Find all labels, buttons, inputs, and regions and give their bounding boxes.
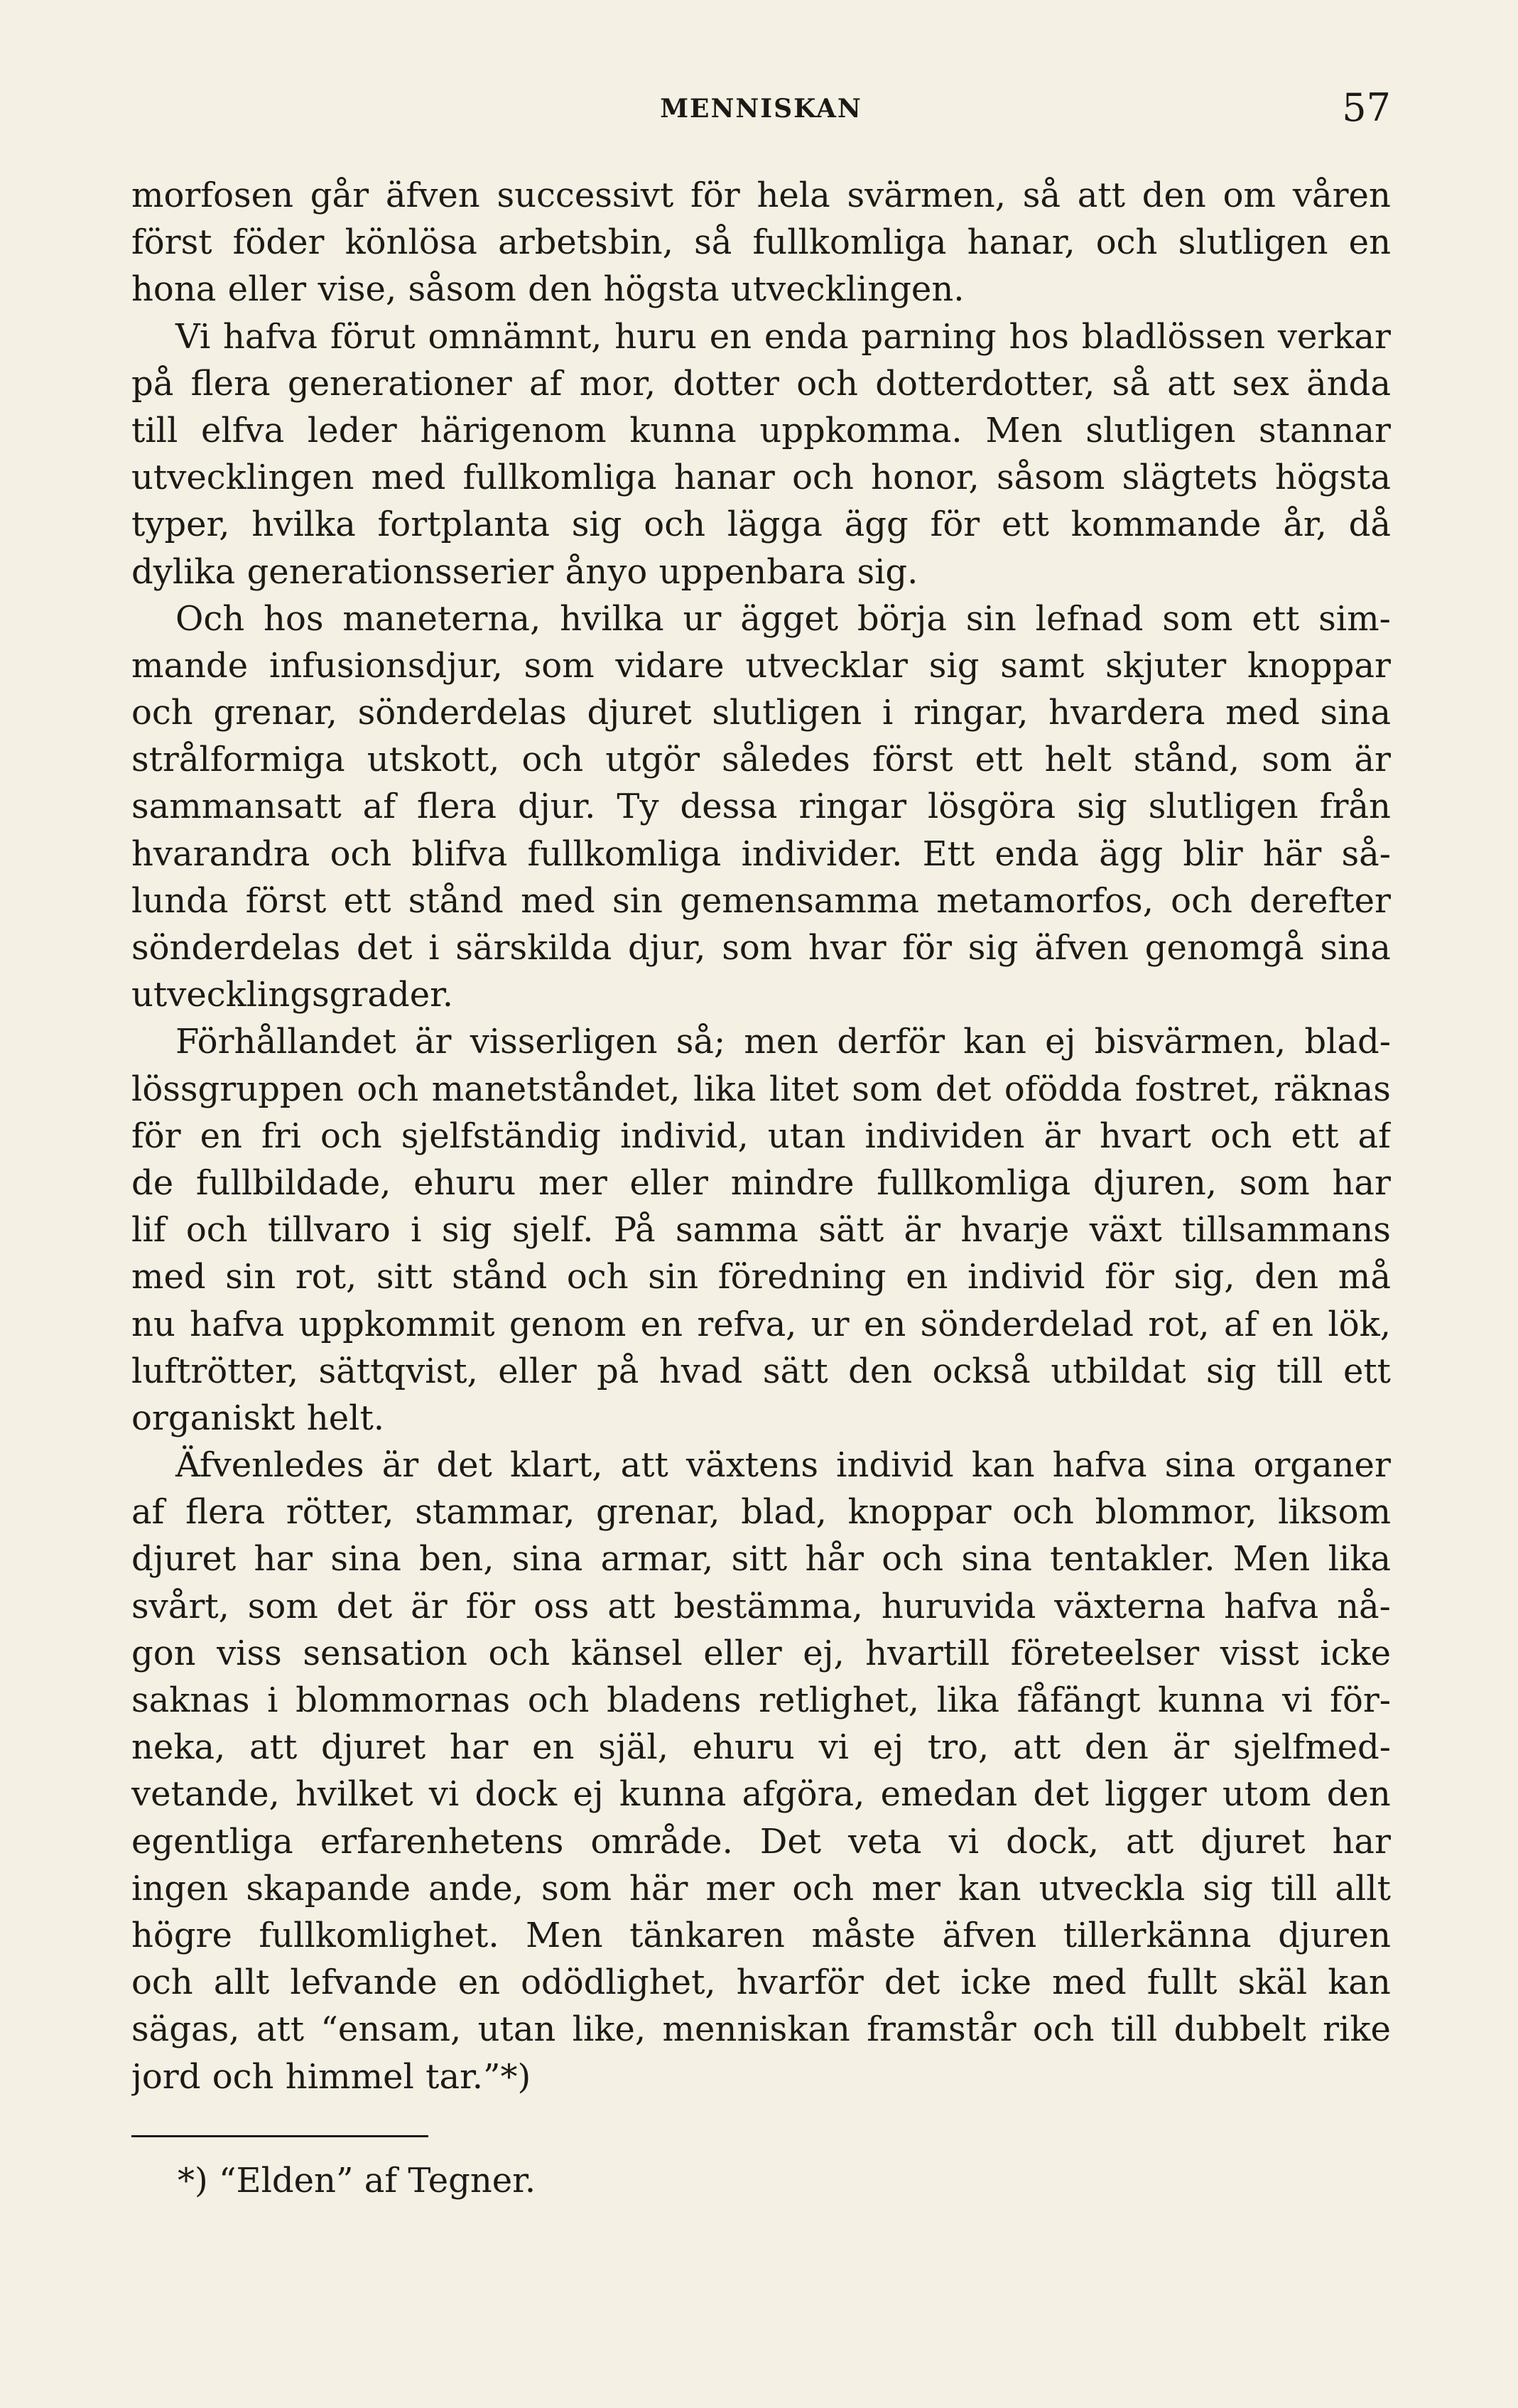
text-line: af flera rötter, stammar, grenar, blad, knoppar och blommor, liksom — [131, 1492, 1391, 1533]
text-line: hona eller vise, såsom den högsta utvecklingen. — [131, 269, 965, 310]
text-line: ingen skapande ande, som här mer och mer kan utveckla sig till allt — [131, 1868, 1391, 1908]
text-line: Äfvenledes är det klart, att växtens individ kan hafva sina organer — [175, 1445, 1391, 1486]
text-line: dylika generationsserier ånyo uppenbara sig. — [131, 551, 918, 592]
text-line: och allt lefvande en odödlighet, hvarför det icke med fullt skäl kan — [131, 1962, 1391, 2003]
text-line: först föder könlösa arbetsbin, så fullkomliga hanar, och slutligen en — [131, 222, 1391, 263]
text-line: de fullbildade, ehuru mer eller mindre fullkomliga djuren, som har — [131, 1162, 1391, 1203]
text-line: vetande, hvilket vi dock ej kunna afgöra, emedan det ligger utom den — [131, 1774, 1391, 1815]
text-line: strålformiga utskott, och utgör således först ett helt stånd, som är — [131, 740, 1391, 780]
text-line: mande infusionsdjur, som vidare utvecklar sig samt skjuter knoppar — [131, 645, 1391, 686]
footnote: *) “Elden” af Tegner. — [178, 2161, 536, 2201]
text-line: sägas, att “ensam, utan like, menniskan framstår och till dubbelt rike — [131, 2009, 1391, 2050]
text-line: lif och tillvaro i sig sjelf. På samma sätt är hvarje växt tillsammans — [131, 1210, 1391, 1251]
text-line: sammansatt af flera djur. Ty dessa ringar lösgöra sig slutligen från — [131, 787, 1391, 827]
text-line: nu hafva uppkommit genom en refva, ur en sönderdelad rot, af en lök, — [131, 1304, 1391, 1344]
text-line: organiskt helt. — [131, 1398, 384, 1438]
text-line: neka, att djuret har en själ, ehuru vi ej tro, att den är sjelfmed- — [131, 1727, 1391, 1768]
text-line: högre fullkomlighet. Men tänkaren måste äfven tillerkänna djuren — [131, 1915, 1391, 1955]
text-line: med sin rot, sitt stånd och sin föredning en individ för sig, den må — [131, 1257, 1391, 1297]
text-line: för en fri och sjelfständig individ, utan individen är hvart och ett af — [131, 1116, 1391, 1156]
text-line: på flera generationer af mor, dotter och dotterdotter, så att sex ända — [131, 363, 1391, 404]
running-title: MENNISKAN — [660, 94, 862, 124]
text-line: morfosen går äfven successivt för hela svärmen, så att den om våren — [131, 176, 1391, 215]
text-line: utvecklingen med fullkomliga hanar och honor, såsom slägtets högsta — [131, 458, 1391, 498]
text-line: jord och himmel tar.”*) — [131, 2056, 531, 2097]
text-line: Och hos maneterna, hvilka ur ägget börja sin lefnad som ett sim- — [175, 598, 1391, 639]
text-line: svårt, som det är för oss att bestämma, huruvida växterna hafva nå- — [131, 1586, 1391, 1626]
text-line: gon viss sensation och känsel eller ej, hvartill företeelser visst icke — [131, 1633, 1391, 1673]
text-line: hvarandra och blifva fullkomliga individer. Ett enda ägg blir här så- — [131, 833, 1391, 874]
text-line: till elfva leder härigenom kunna uppkomma. Men slutligen stannar — [131, 410, 1391, 450]
text-line: lössgruppen och manetståndet, lika litet som det ofödda fostret, räknas — [131, 1069, 1391, 1109]
text-line: luftrötter, sättqvist, eller på hvad sätt den också utbildat sig till ett — [131, 1351, 1391, 1391]
text-line: sönderdelas det i särskilda djur, som hvar för sig äfven genomgå sina — [131, 928, 1391, 968]
text-line: och grenar, sönderdelas djuret slutligen i ringar, hvardera med sina — [131, 693, 1391, 733]
text-line: egentliga erfarenhetens område. Det veta vi dock, att djuret har — [131, 1821, 1391, 1862]
text-line: djuret har sina ben, sina armar, sitt hår och sina tentakler. Men lika — [131, 1539, 1391, 1580]
text-line: typer, hvilka fortplanta sig och lägga ägg för ett kommande år, då — [131, 504, 1391, 545]
text-line: Vi hafva förut omnämnt, huru en enda parning hos bladlössen verkar — [175, 316, 1391, 357]
text-line: lunda först ett stånd med sin gemensamma metamorfos, och derefter — [131, 880, 1391, 921]
footnote-rule — [131, 2135, 428, 2137]
text-line: utvecklingsgrader. — [131, 975, 454, 1015]
running-head — [131, 85, 1391, 135]
body-text — [131, 172, 1391, 2100]
text-line: Förhållandet är visserligen så; men derför kan ej bisvärmen, blad- — [175, 1022, 1391, 1062]
text-line: saknas i blommornas och bladens retlighet, lika fåfängt kunna vi för- — [131, 1680, 1391, 1720]
page-number: 57 — [1342, 85, 1391, 130]
